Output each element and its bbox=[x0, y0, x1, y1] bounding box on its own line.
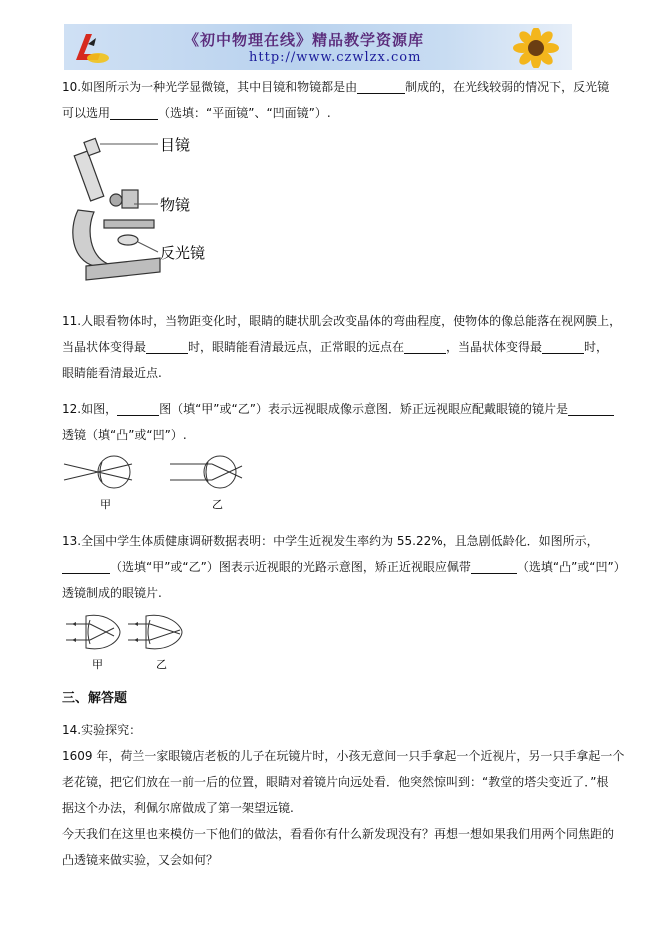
answer-blank[interactable] bbox=[404, 339, 446, 354]
fig-label-yi: 乙 bbox=[212, 498, 223, 511]
label-objective: 物镜 bbox=[160, 196, 191, 214]
fig-label-jia: 甲 bbox=[92, 658, 103, 671]
answer-blank[interactable] bbox=[110, 105, 158, 120]
answer-blank[interactable] bbox=[146, 339, 188, 354]
q14-p2: 老花镜，把它们放在一前一后的位置，眼睛对着镜片向远处看．他突然惊叫到：“教堂的塔尖变近了．”根 bbox=[62, 775, 609, 789]
answer-blank[interactable] bbox=[568, 401, 614, 416]
q13-line1: 13.全国中学生体质健康调研数据表明：中学生近视发生率约为 55.22%，且急剧低龄化．如图所示， bbox=[62, 534, 599, 548]
section-heading: 三、解答题 bbox=[62, 691, 128, 706]
fig-label-jia: 甲 bbox=[100, 498, 111, 511]
answer-blank[interactable] bbox=[357, 79, 405, 94]
label-eyepiece: 目镜 bbox=[160, 136, 191, 154]
answer-blank[interactable] bbox=[542, 339, 584, 354]
q12-line2: 透镜（填“凸”或“凹”）. bbox=[62, 428, 187, 442]
answer-blank[interactable] bbox=[117, 401, 159, 416]
q10-line2: 可以选用 （选填：“平面镜”、“凹面镜”）. bbox=[62, 106, 331, 120]
answer-blank[interactable] bbox=[62, 559, 110, 574]
q11-line1: 11.人眼看物体时，当物距变化时，眼睛的睫状肌会改变晶体的弯曲程度，使物体的像总能落在视网膜上， bbox=[62, 314, 622, 328]
q14-p4: 今天我们在这里也来模仿一下他们的做法，看看你有什么新发现没有？再想一想如果我们用两个同焦距的 bbox=[62, 827, 615, 841]
q14-p1: 1609 年，荷兰一家眼镜店老板的儿子在玩镜片时，小孩无意间一只手拿起一个近视片，另一只手拿起一个 bbox=[62, 749, 625, 763]
q13-eye-figure bbox=[64, 610, 188, 672]
answer-blank[interactable] bbox=[471, 559, 517, 574]
q10-line1: 10.如图所示为一种光学显微镜，其中目镜和物镜都是由 制成的，在光线较弱的情况下，反光镜 bbox=[62, 80, 610, 94]
sunflower-icon bbox=[502, 28, 562, 68]
q11-line3: 眼睛能看清最近点. bbox=[62, 366, 162, 380]
label-mirror: 反光镜 bbox=[160, 244, 206, 262]
microscope-figure bbox=[64, 130, 224, 286]
q14-p3: 据这个办法，利佩尔席做成了第一架望远镜. bbox=[62, 801, 294, 815]
q11-line2: 当晶状体变得最 时，眼睛能看清最远点，正常眼的远点在 ，当晶状体变得最 时， bbox=[62, 340, 609, 354]
q13-line2: （选填“甲”或“乙”）图表示近视眼的光路示意图，矫正近视眼应佩带 （选填“凸”或“凹”） bbox=[62, 554, 626, 580]
fig-label-yi: 乙 bbox=[156, 658, 167, 671]
q12-line1: 12.如图， 图（填“甲”或“乙”）表示远视眼成像示意图．矫正远视眼应配戴眼镜的镜片是 bbox=[62, 396, 614, 422]
q12-eye-figure bbox=[62, 450, 252, 516]
q14-p5: 凸透镜来做实验，又会如何？ bbox=[62, 853, 219, 867]
site-logo-icon bbox=[70, 30, 110, 66]
header-banner bbox=[64, 24, 572, 70]
q13-line3: 透镜制成的眼镜片. bbox=[62, 586, 162, 600]
banner-title: 《初中物理在线》精品教学资源库 bbox=[184, 31, 425, 49]
q14-head: 14.实验探究： bbox=[62, 723, 142, 737]
banner-url[interactable]: http://www.czwlzx.com bbox=[249, 50, 422, 65]
